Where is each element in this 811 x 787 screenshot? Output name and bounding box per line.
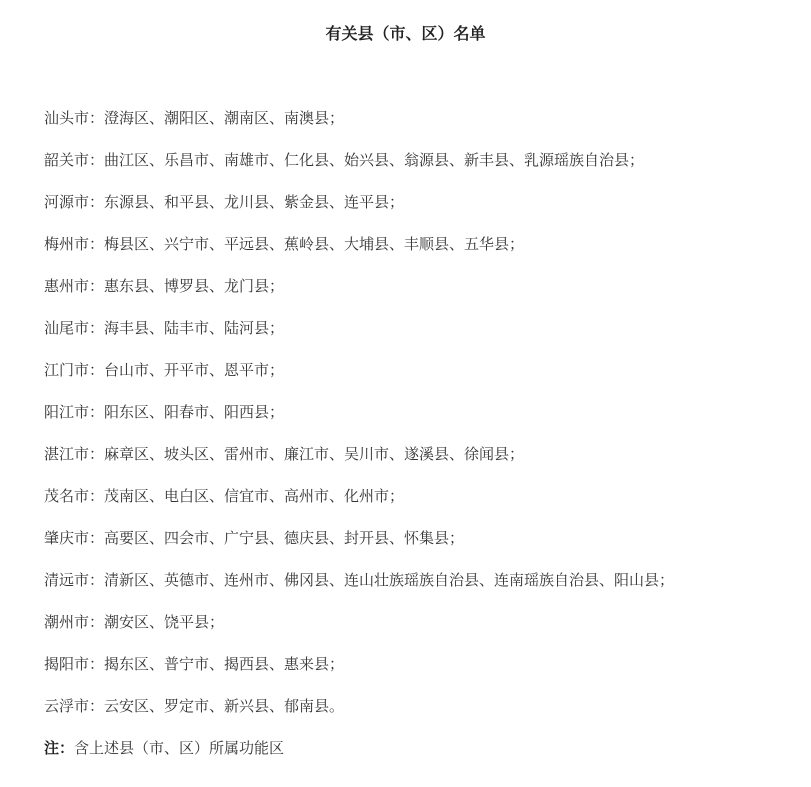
city-name: 韶关市： [44,151,105,169]
city-name: 汕头市： [44,109,105,127]
city-name: 湛江市： [44,445,105,463]
list-item [44,443,784,485]
county-list: 揭东区、普宁市、揭西县、惠来县； [104,655,345,673]
county-list: 曲江区、乐昌市、南雄市、仁化县、始兴县、翁源县、新丰县、乳源瑶族自治县； [104,151,645,169]
county-list: 潮安区、饶平县； [104,613,225,631]
county-list: 台山市、开平市、恩平市； [104,361,285,379]
city-name: 潮州市： [44,613,105,631]
county-list: 高要区、四会市、广宁县、德庆县、封开县、怀集县； [104,529,465,547]
county-list: 麻章区、坡头区、雷州市、廉江市、吴川市、遂溪县、徐闻县； [104,445,525,463]
city-name: 茂名市： [44,487,105,505]
footnote [44,737,284,759]
city-name: 清远市： [44,571,105,589]
note-text: 含上述县（市、区）所属功能区 [74,739,285,757]
list-item [44,653,784,695]
list-item [44,191,784,233]
list-item [44,233,784,275]
county-list: 阳东区、阳春市、阳西县； [104,403,285,421]
list-item [44,359,784,401]
city-name: 阳江市： [44,403,105,421]
list-item [44,527,784,569]
city-list [44,107,784,737]
list-item [44,695,784,737]
county-list: 梅县区、兴宁市、平远县、蕉岭县、大埔县、丰顺县、五华县； [104,235,525,253]
city-name: 惠州市： [44,277,105,295]
city-name: 河源市： [44,193,105,211]
city-name: 梅州市： [44,235,105,253]
list-item [44,485,784,527]
list-item [44,569,784,611]
county-list: 清新区、英德市、连州市、佛冈县、连山壮族瑶族自治县、连南瑶族自治县、阳山县； [104,571,675,589]
city-name: 肇庆市： [44,529,105,547]
county-list: 惠东县、博罗县、龙门县； [104,277,285,295]
note-label: 注： [44,739,75,757]
city-name: 汕尾市： [44,319,105,337]
county-list: 茂南区、电白区、信宜市、高州市、化州市； [104,487,405,505]
city-name: 江门市： [44,361,105,379]
page-title: 有关县（市、区）名单 [325,24,486,43]
list-item [44,149,784,191]
list-item [44,611,784,653]
list-item [44,317,784,359]
county-list: 云安区、罗定市、新兴县、郁南县。 [104,697,345,715]
county-list: 澄海区、潮阳区、潮南区、南澳县； [104,109,345,127]
list-item [44,275,784,317]
city-name: 揭阳市： [44,655,105,673]
list-item [44,107,784,149]
list-item [44,401,784,443]
county-list: 东源县、和平县、龙川县、紫金县、连平县； [104,193,405,211]
city-name: 云浮市： [44,697,105,715]
county-list: 海丰县、陆丰市、陆河县； [104,319,285,337]
